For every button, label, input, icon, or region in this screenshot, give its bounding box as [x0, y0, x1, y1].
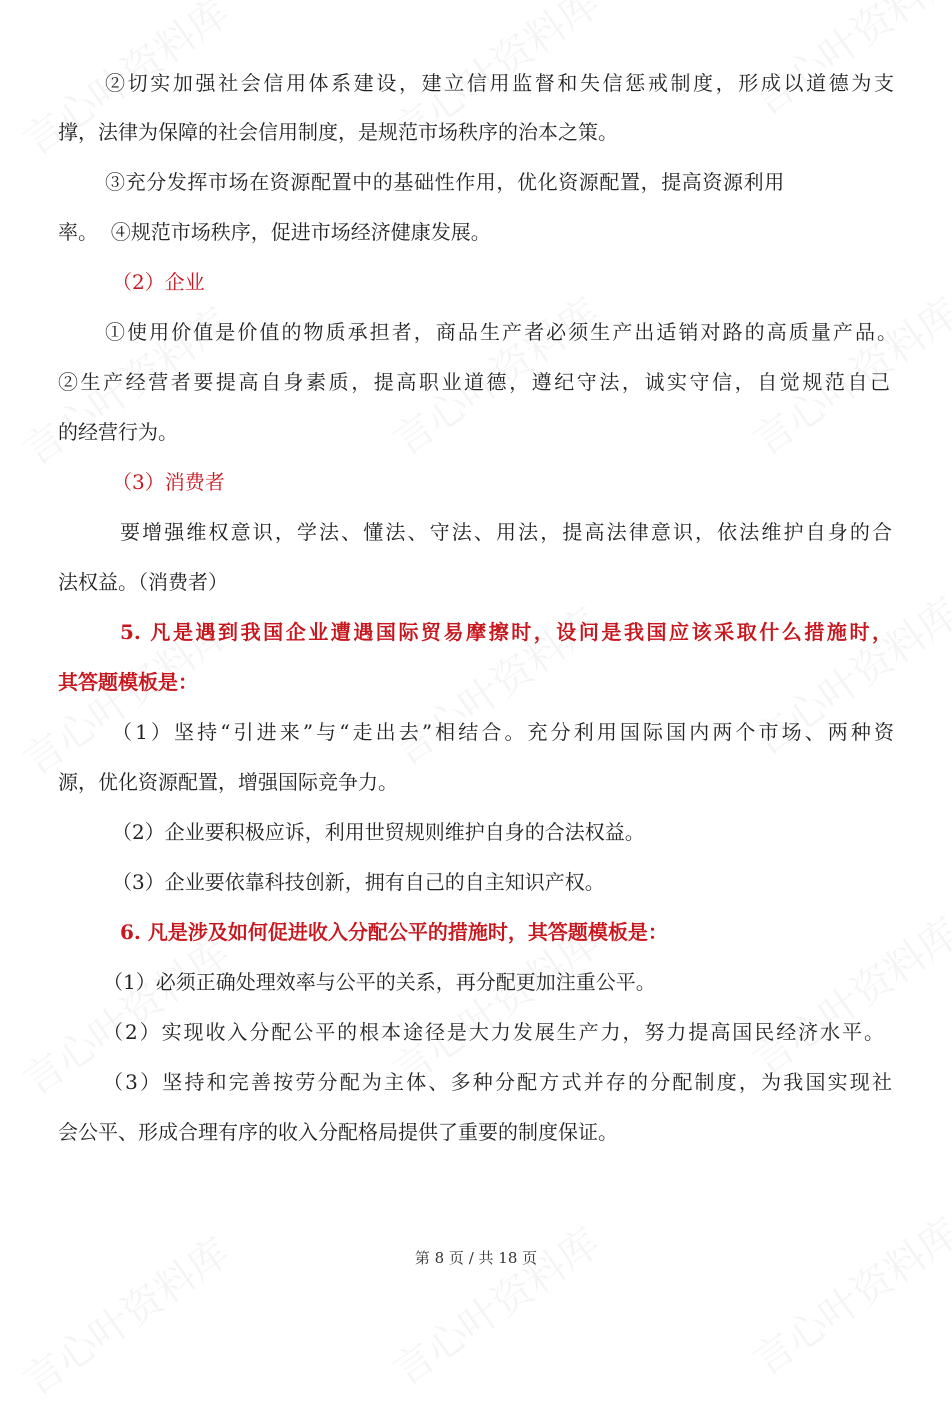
section-heading: （2）企业 — [112, 270, 205, 294]
section-heading: （3）消费者 — [112, 470, 225, 494]
watermark — [740, 902, 952, 1086]
section-heading: 6. 凡是涉及如何促进收入分配公平的措施时，其答题模板是： — [120, 920, 668, 944]
section-heading: 其答题模板是： — [58, 670, 198, 694]
paragraph-line: 法权益。（消费者） — [58, 570, 228, 594]
paragraph-line: 源，优化资源配置，增强国际竞争力。 — [58, 770, 398, 794]
page-number: 第 8 页 / 共 18 页 — [414, 1249, 538, 1267]
paragraph-line: （2）实现收入分配公平的根本途径是大力发展生产力，努力提高国民经济水平。 — [103, 1020, 884, 1044]
paragraph-line: （1）必须正确处理效率与公平的关系，再分配更加注重公平。 — [103, 970, 656, 994]
paragraph-line: ②生产经营者要提高自身素质，提高职业道德，遵纪守法，诚实守信，自觉规范自己 — [58, 370, 890, 394]
paragraph-line: （3）坚持和完善按劳分配为主体、多种分配方式并存的分配制度，为我国实现社 — [103, 1070, 892, 1094]
paragraph-line: ②切实加强社会信用体系建设，建立信用监督和失信惩戒制度，形成以道德为支 — [105, 71, 894, 95]
paragraph-line: ③充分发挥市场在资源配置中的基础性作用，优化资源配置，提高资源利用 — [105, 170, 785, 194]
paragraph-line: （2）企业要积极应诉，利用世贸规则维护自身的合法权益。 — [112, 820, 645, 844]
paragraph-line: 会公平、形成合理有序的收入分配格局提供了重要的制度保证。 — [58, 1120, 618, 1144]
paragraph-line: （3）企业要依靠科技创新，拥有自己的自主知识产权。 — [112, 870, 605, 894]
paragraph-line: （1）坚持“引进来”与“走出去”相结合。充分利用国际国内两个市场、两种资 — [112, 720, 894, 744]
watermark — [380, 1212, 609, 1396]
paragraph-line: 率。 ④规范市场秩序，促进市场经济健康发展。 — [58, 220, 491, 244]
watermark — [740, 1202, 952, 1386]
paragraph-line: ①使用价值是价值的物质承担者，商品生产者必须生产出适销对路的高质量产品。 — [105, 320, 897, 344]
section-heading: 5. 凡是遇到我国企业遭遇国际贸易摩擦时，设问是我国应该采取什么措施时， — [120, 620, 892, 644]
paragraph-line: 要增强维权意识，学法、懂法、守法、用法，提高法律意识，依法维护自身的合 — [120, 520, 892, 544]
paragraph-line: 的经营行为。 — [58, 420, 178, 444]
paragraph-line: 撑，法律为保障的社会信用制度，是规范市场秩序的治本之策。 — [58, 120, 618, 144]
watermark — [740, 0, 952, 127]
